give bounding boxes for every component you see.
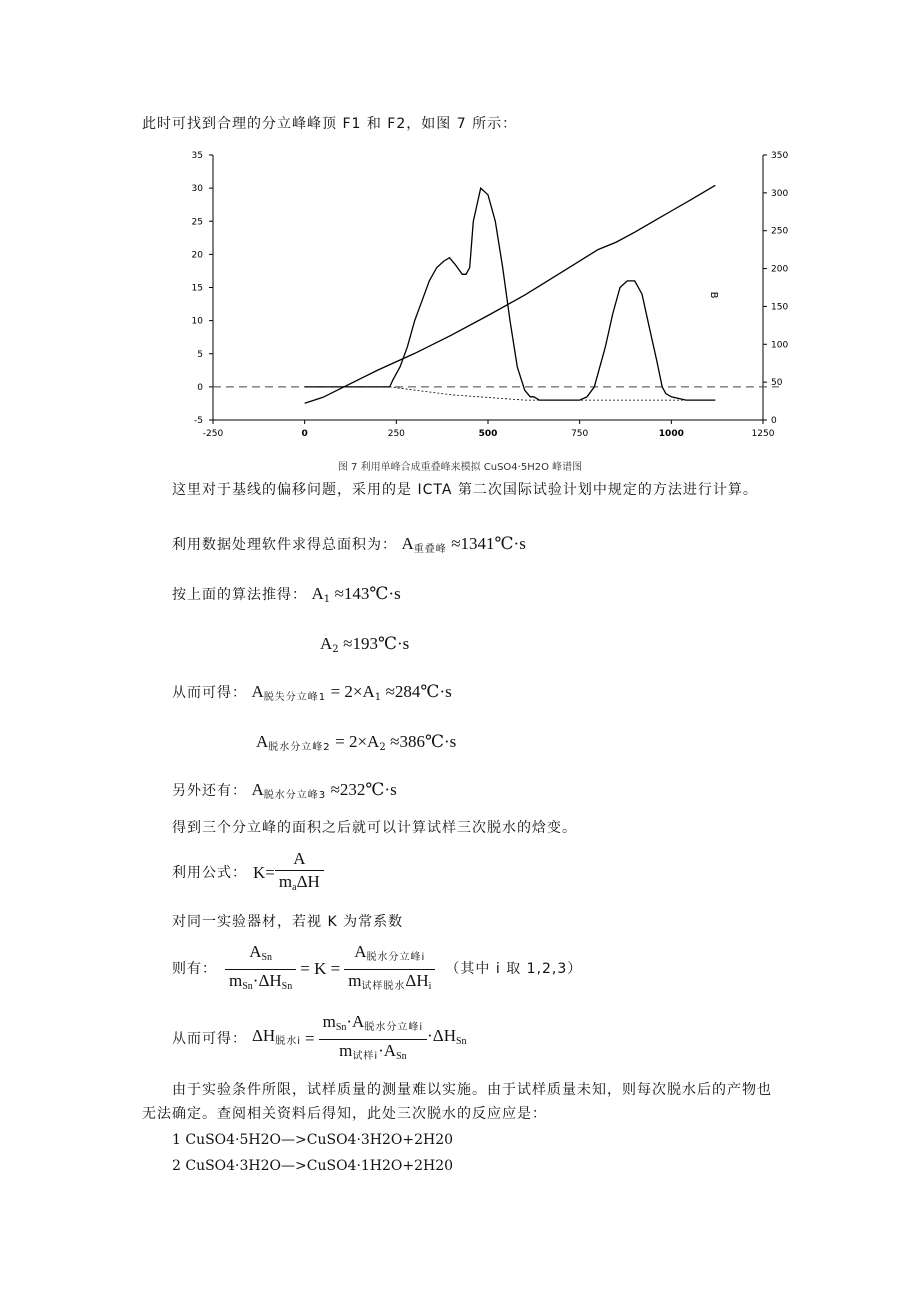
value: ≈232℃·s (330, 780, 397, 799)
denominator (319, 1040, 428, 1067)
figure-7-chart (170, 145, 790, 445)
numerator (344, 942, 435, 970)
formula-a1 (172, 584, 401, 610)
dh: ΔH (252, 1026, 276, 1045)
subscript2: 1 (374, 692, 382, 703)
x-tick-label: -250 (202, 429, 224, 439)
den-h: ΔH (296, 871, 320, 891)
subscript2: 2 (379, 742, 386, 753)
symbol: A (311, 584, 324, 603)
equals: = 2×A (330, 682, 375, 701)
x-tick-label: 500 (478, 429, 498, 439)
x-tick-label: 1250 (751, 429, 775, 439)
paragraph-enthalpy: 得到三个分立峰的面积之后就可以计算试样三次脱水的焓变。 (172, 820, 577, 836)
m: m (339, 1040, 353, 1060)
y2-tick-label: 200 (771, 264, 789, 275)
fraction (319, 1012, 428, 1067)
sub: 脱水i (275, 1036, 301, 1047)
paragraph-baseline: 这里对于基线的偏移问题，采用的是 ICTA 第二次国际试验计划中规定的方法进行计算。 (172, 482, 758, 498)
value: ≈143℃·s (334, 584, 401, 603)
formula-k (172, 848, 324, 894)
paragraph-conditions: 由于实验条件所限，试样质量的测量难以实施。由于试样质量未知，则每次脱水后的产物也无法确定。查阅相关资料后得知，此处三次脱水的反应应是： (142, 1082, 772, 1122)
y2-tick-label: 100 (771, 340, 789, 351)
sub: Sn (261, 951, 273, 963)
symbol: A (401, 534, 414, 553)
sub2: i (428, 980, 432, 992)
denominator (344, 970, 435, 997)
den-sub: a (292, 881, 297, 893)
label: 另外还有： (172, 783, 247, 799)
x-tick-label: 750 (571, 429, 589, 439)
intro-text: 此时可找到合理的分立峰峰顶 F1 和 F2，如图 7 所示： (142, 116, 518, 132)
label: 则有： (172, 961, 217, 977)
subscript: 重叠峰 (413, 544, 447, 555)
numerator (225, 942, 296, 970)
y-tick-label: 20 (191, 250, 203, 261)
lhs (252, 1026, 301, 1052)
m: m (322, 1011, 336, 1031)
y-tick-label: 10 (191, 316, 203, 327)
y-tick-label: 15 (191, 283, 203, 294)
label: 按上面的算法推得： (172, 587, 307, 603)
sub: 试样脱水 (361, 980, 406, 992)
sub: 试样i (352, 1050, 379, 1062)
symbol: A (256, 732, 269, 751)
dh: ΔH (405, 970, 429, 990)
fraction (275, 849, 324, 898)
formula-total-area (172, 534, 526, 560)
x-tick-label: 1000 (658, 429, 684, 439)
a: ·A (346, 1011, 365, 1031)
equals-k: = K = (300, 959, 341, 978)
value: ≈193℃·s (343, 634, 410, 653)
y2-axis-label: B (708, 291, 719, 299)
y2-tick-label: 150 (771, 302, 789, 313)
formula-a2 (320, 634, 409, 660)
y2-tick-label: 350 (771, 151, 789, 161)
label: 利用数据处理软件求得总面积为： (172, 537, 397, 553)
formula-delta-h (172, 1011, 467, 1064)
y-tick-label: 25 (191, 217, 203, 228)
value: ≈284℃·s (385, 682, 452, 701)
x-tick-label: 0 (301, 429, 308, 439)
a: ·A (378, 1040, 397, 1060)
subscript: 2 (332, 644, 339, 655)
y-tick-label: 35 (191, 151, 203, 161)
symbol: A (251, 682, 264, 701)
tail (427, 1026, 466, 1052)
paragraph-constant: 对同一实验器材，若视 K 为常系数 (172, 914, 404, 930)
y-tick-label: 30 (191, 184, 203, 195)
figure-caption: 图 7 利用单峰合成重叠峰来模拟 CuSO4·5H2O 峰谱图 (337, 462, 583, 473)
label: 从而可得： (172, 1031, 247, 1047)
value: ≈386℃·s (390, 732, 457, 751)
label: 利用公式： (172, 865, 247, 881)
dh: ·ΔH (252, 970, 282, 990)
y2-tick-label: 300 (771, 188, 789, 199)
m: m (229, 970, 243, 990)
sub: 脱水分立峰i (366, 951, 426, 963)
y2-tick-label: 50 (771, 378, 783, 389)
symbol: A (320, 634, 333, 653)
formula-peak3 (172, 780, 397, 806)
subscript: 脱水分立峰2 (268, 742, 331, 753)
a: A (354, 941, 367, 961)
sub: Sn (335, 1021, 347, 1033)
value: ≈1341℃·s (451, 534, 526, 553)
y-tick-label: 0 (197, 382, 203, 393)
subscript: 1 (323, 594, 331, 605)
sub: Sn (456, 1036, 467, 1047)
equals: = 2×A (335, 732, 380, 751)
label: 从而可得： (172, 685, 247, 701)
symbol: A (251, 780, 264, 799)
dh: ·ΔH (427, 1026, 456, 1045)
denominator (225, 970, 296, 997)
sub2: Sn (281, 980, 293, 992)
formula-peak2 (256, 732, 456, 758)
subscript: 脱失分立峰1 (263, 692, 327, 703)
series-line-0 (305, 188, 716, 400)
den-m: m (278, 871, 293, 891)
denominator (275, 871, 324, 898)
reaction-1: 1 CuSO4·5H2O—>CuSO4·3H2O+2H20 (172, 1132, 454, 1148)
numerator: A (275, 849, 324, 871)
note: （其中 i 取 1,2,3） (445, 961, 583, 977)
reaction-2: 2 CuSO4·3H2O—>CuSO4·1H2O+2H20 (172, 1158, 454, 1174)
k-equals: K= (253, 863, 275, 882)
formula-ratio (172, 941, 583, 992)
left-fraction (225, 942, 296, 997)
equals: = (305, 1029, 315, 1048)
y2-tick-label: 0 (771, 416, 777, 426)
m: m (348, 970, 362, 990)
sub2: 脱水分立峰i (364, 1021, 424, 1033)
series-line-1 (305, 185, 716, 403)
subscript: 脱水分立峰3 (263, 790, 327, 801)
x-tick-label: 250 (387, 429, 405, 439)
formula-peak1 (172, 682, 452, 708)
y-tick-label: -5 (194, 416, 203, 426)
y-tick-label: 5 (197, 349, 203, 360)
right-fraction (344, 942, 435, 997)
sub: Sn (242, 980, 253, 992)
a: A (249, 941, 262, 961)
y2-tick-label: 250 (771, 226, 789, 237)
numerator (319, 1012, 428, 1040)
sub2: Sn (396, 1050, 407, 1062)
